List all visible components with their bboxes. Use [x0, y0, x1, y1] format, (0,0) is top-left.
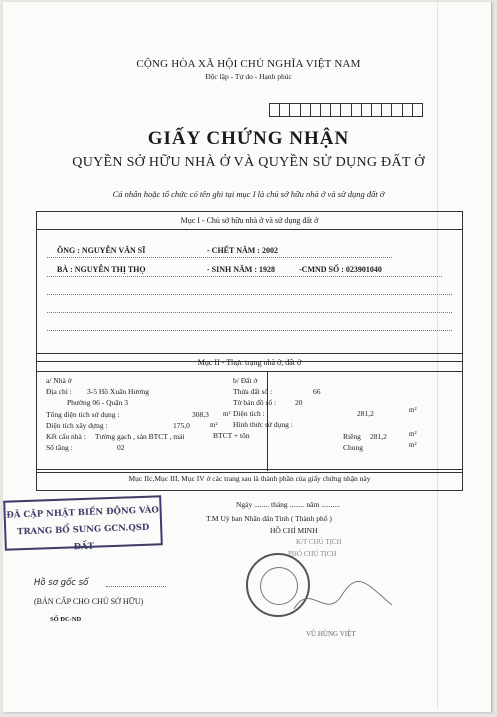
registry-dotted-line [106, 586, 166, 587]
usage-area-value: 308,3 [192, 410, 209, 419]
build-area-value: 175,0 [173, 421, 190, 430]
owner1-death-year: - CHẾT NĂM : 2002 [207, 246, 278, 255]
usage-area-unit: m² [223, 410, 231, 418]
build-area-unit: m² [210, 421, 218, 429]
house-title: a/ Nhà ở [46, 376, 72, 385]
land-area-unit: m² [409, 406, 417, 414]
intro-text: Cá nhân hoặc tổ chức có tên ghi tại mục I là chủ sở hữu nhà ở và sử dụng đất ở [112, 189, 385, 199]
document-title: GIẤY CHỨNG NHẬN [147, 128, 350, 149]
city: HỒ CHÍ MINH [270, 526, 318, 535]
update-stamp [3, 495, 163, 553]
owner2-id-number: -CMND SỐ : 023901040 [299, 265, 382, 274]
structure-value: Tường gạch , sàn BTCT , mái [95, 432, 185, 441]
nation-heading: CỘNG HÒA XÃ HỘI CHỦ NGHĨA VIỆT NAM [136, 58, 361, 70]
map-sheet-value: 20 [295, 398, 303, 407]
authority: T.M Uỷ ban Nhân dân Tỉnh ( Thành phố ) [206, 514, 332, 523]
owner1-name: ÔNG : NGUYỄN VĂN SĨ [57, 246, 146, 255]
structure-label: Kết cấu nhà : [46, 432, 86, 441]
dotted-line [47, 257, 392, 258]
land-area-value: 281,2 [357, 409, 374, 418]
house-ward: Phường 06 - Quận 3 [67, 398, 128, 407]
use-form-label: Hình thức sử dụng : [233, 420, 293, 429]
house-address-label: Địa chỉ : [46, 387, 72, 396]
serial-number-boxes [269, 103, 423, 117]
section-property-heading: Mục II - Thực trạng nhà ở, đất ở [37, 354, 462, 372]
floors-value: 02 [117, 443, 125, 452]
document-subtitle: QUYỀN SỞ HỮU NHÀ Ở VÀ QUYỀN SỬ DỤNG ĐẤT Ở [72, 155, 425, 170]
section-note-text: Mục IIc,Mục III, Mục IV ở các trang sau là thành phần của giấy chứng nhận này [128, 474, 371, 483]
usage-area-label: Tổng diện tích sử dụng : [46, 410, 120, 419]
parcel-label: Thửa đất số : [233, 387, 273, 396]
dotted-line [47, 294, 452, 295]
shared-label: Chung [343, 443, 364, 452]
section-note [36, 469, 463, 491]
section-property [36, 353, 463, 473]
dotted-line [47, 312, 452, 313]
role-line-1: K/T CHỦ TỊCH [296, 538, 342, 546]
owner2-name: BÀ : NGUYỄN THỊ THỌ [57, 265, 146, 274]
stamp-line-1: ĐÃ CẬP NHẬT BIẾN ĐỘNG VÀO [6, 505, 160, 521]
land-title: b/ Đất ở [233, 376, 258, 385]
private-area-value: 281,2 [370, 432, 387, 441]
section-owner [36, 211, 463, 362]
role-line-2: PHÓ CHỦ TỊCH [288, 550, 337, 558]
parcel-value: 66 [313, 387, 321, 396]
house-address-value: 3-5 Hồ Xuân Hương [87, 387, 149, 396]
document-code: SỐ ĐC-ND [50, 616, 82, 623]
private-area-unit: m² [409, 430, 417, 438]
registry-label: Hồ sơ gốc số [34, 578, 89, 588]
build-area-label: Diện tích xây dựng : [46, 421, 108, 430]
dotted-line [47, 276, 442, 277]
motto: Độc lập - Tự do - Hạnh phúc [205, 72, 292, 81]
map-sheet-label: Tờ bản đồ số : [233, 398, 277, 407]
floors-label: Số tầng : [46, 443, 73, 452]
signer-name: VŨ HÙNG VIỆT [306, 630, 356, 638]
owner2-birth-year: - SINH NĂM : 1928 [207, 265, 275, 274]
copy-note: (BẢN CẤP CHO CHỦ SỞ HỮU) [34, 597, 144, 606]
private-label: Riêng [343, 432, 361, 441]
signature-scribble [288, 575, 398, 625]
date-line: Ngày ........ tháng ........ năm .......... [236, 500, 340, 509]
land-area-label: Diện tích : [233, 409, 265, 418]
dotted-line [47, 330, 452, 331]
shared-area-unit: m² [409, 441, 417, 449]
roof-material: BTCT + tôn [213, 431, 250, 440]
section-owner-heading: Mục I - Chủ sở hữu nhà ở và sử dụng đất ở [37, 212, 462, 230]
stamp-line-2: TRANG BỔ SUNG GCN.QSD ĐẤT [17, 522, 150, 553]
